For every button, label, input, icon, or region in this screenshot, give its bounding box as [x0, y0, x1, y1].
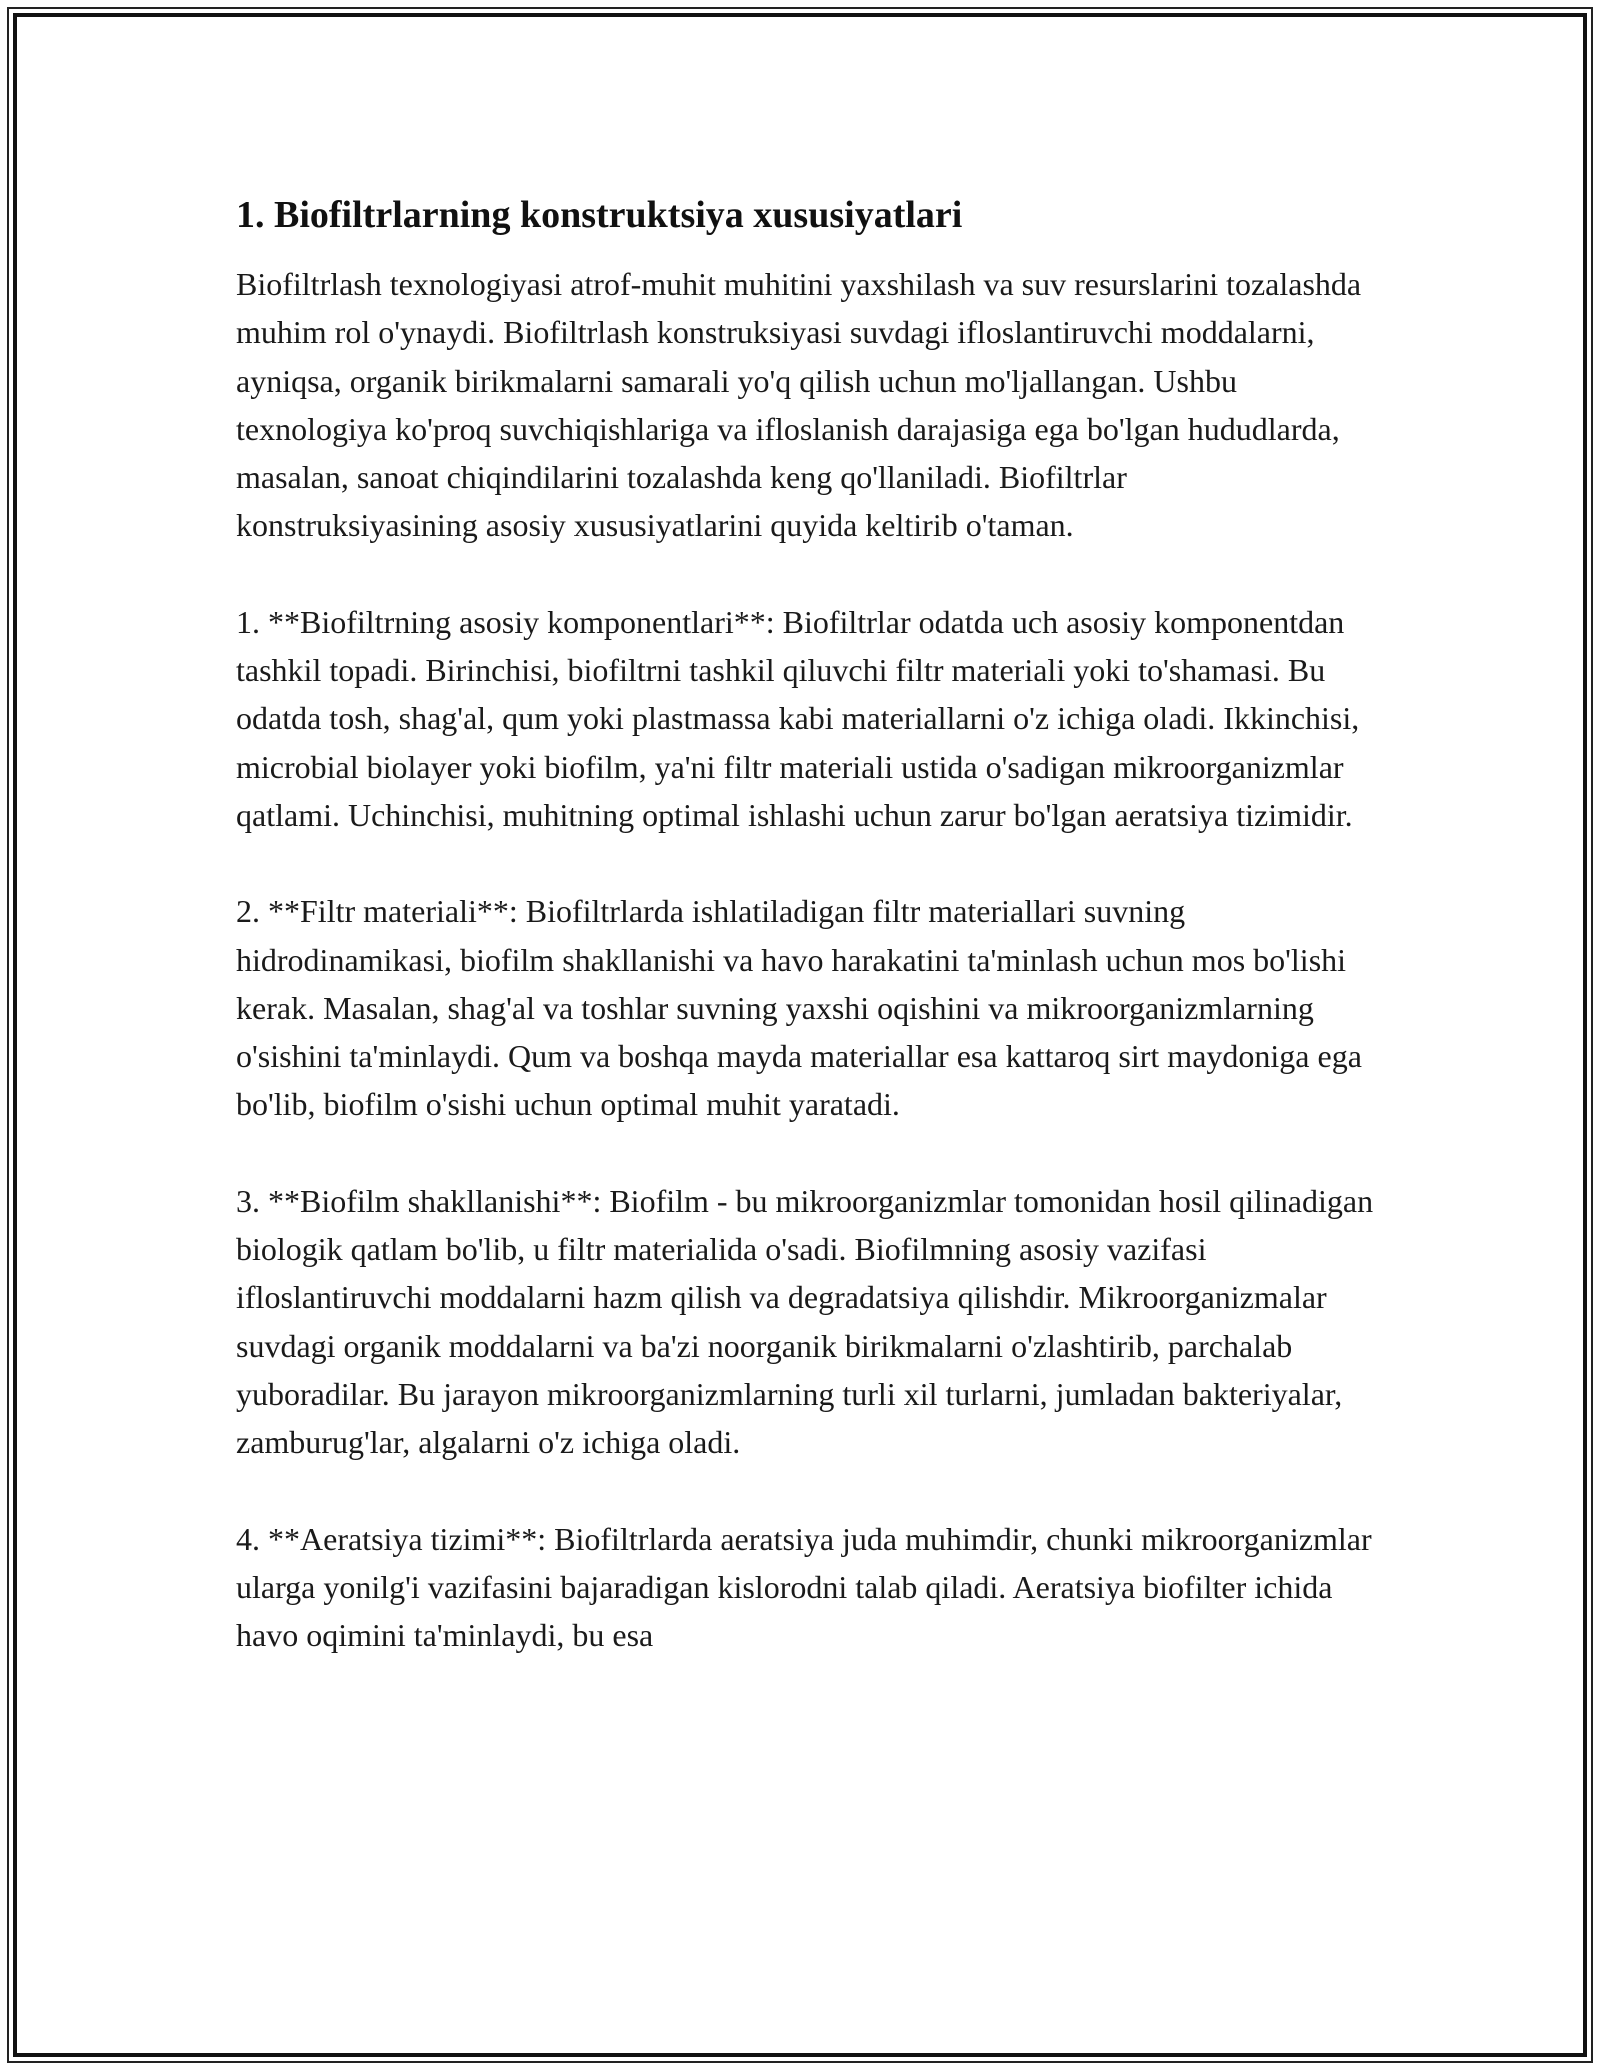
paragraph-filter-material: 2. **Filtr materiali**: Biofiltrlarda ishlatiladigan filtr materiallari suvning hidrodinamikasi, biofilm shakllanishi va havo harakatini ta'minlash uchun mos bo'lishi kerak. Masalan, shag'al va toshlar suvning yaxshi oqishini va mikroorganizmlarning o'sishini ta'minlaydi. Qum va boshqa mayda materiallar esa kattaroq sirt maydoniga ega bo'lib, biofilm o'sishi uchun optimal muhit yaratadi. [236, 893, 1362, 1123]
paragraph-biofilm: 3. **Biofilm shakllanishi**: Biofilm - bu mikroorganizmlar tomonidan hosil qilinadigan biologik qatlam bo'lib, u filtr materialida o'sadi. Biofilmning asosiy vazifasi ifloslantiruvchi moddalarni hazm qilish va degradatsiya qilishdir. Mikroorganizmalar suvdagi organik moddalarni va ba'zi noorganik birikmalarni o'zlashtirib, parchalab yuboradilar. Bu jarayon mikroorganizmlarning turli xil turlarni, jumladan bakteriyalar, zamburug'lar, algalarni o'z ichiga oladi. [236, 1182, 1374, 1461]
intro-paragraph: Biofiltrlash texnologiyasi atrof-muhit muhitini yaxshilash va suv resurslarini tozalashda muhim rol o'ynaydi. Biofiltrlash konstruksiyasi suvdagi ifloslantiruvchi moddalarni, ayniqsa, organik birikmalarni samarali yo'q qilish uchun mo'ljallangan. Ushbu texnologiya ko'proq suvchiqishlariga va ifloslanish darajasiga ega bo'lgan hududlarda, masalan, sanoat chiqindilarini tozalashda keng qo'llaniladi. Biofiltrlar konstruksiyasining asosiy xususiyatlarini quyida keltirib o'taman. [236, 266, 1362, 544]
document-body [236, 188, 1376, 1707]
section-heading: 1. Biofiltrlarning konstruktsiya xususiyatlari [236, 194, 963, 236]
paragraph-aeration: 4. **Aeratsiya tizimi**: Biofiltrlarda aeratsiya juda muhimdir, chunki mikroorganizmlar ularga yonilg'i vazifasini bajaradigan kislorodni talab qiladi. Aeratsiya biofilter ichida havo oqimini ta'minlaydi, bu esa [236, 1520, 1372, 1654]
paragraph-components: 1. **Biofiltrning asosiy komponentlari**: Biofiltrlar odatda uch asosiy komponentdan tashkil topadi. Birinchisi, biofiltrni tashkil qiluvchi filtr materiali yoki to'shamasi. Bu odatda tosh, shag'al, qum yoki plastmassa kabi materiallarni o'z ichiga oladi. Ikkinchisi, microbial biolayer yoki biofilm, ya'ni filtr materiali ustida o'sadigan mikroorganizmlar qatlami. Uchinchisi, muhitning optimal ishlashi uchun zarur bo'lgan aeratsiya tizimidir. [236, 603, 1360, 833]
